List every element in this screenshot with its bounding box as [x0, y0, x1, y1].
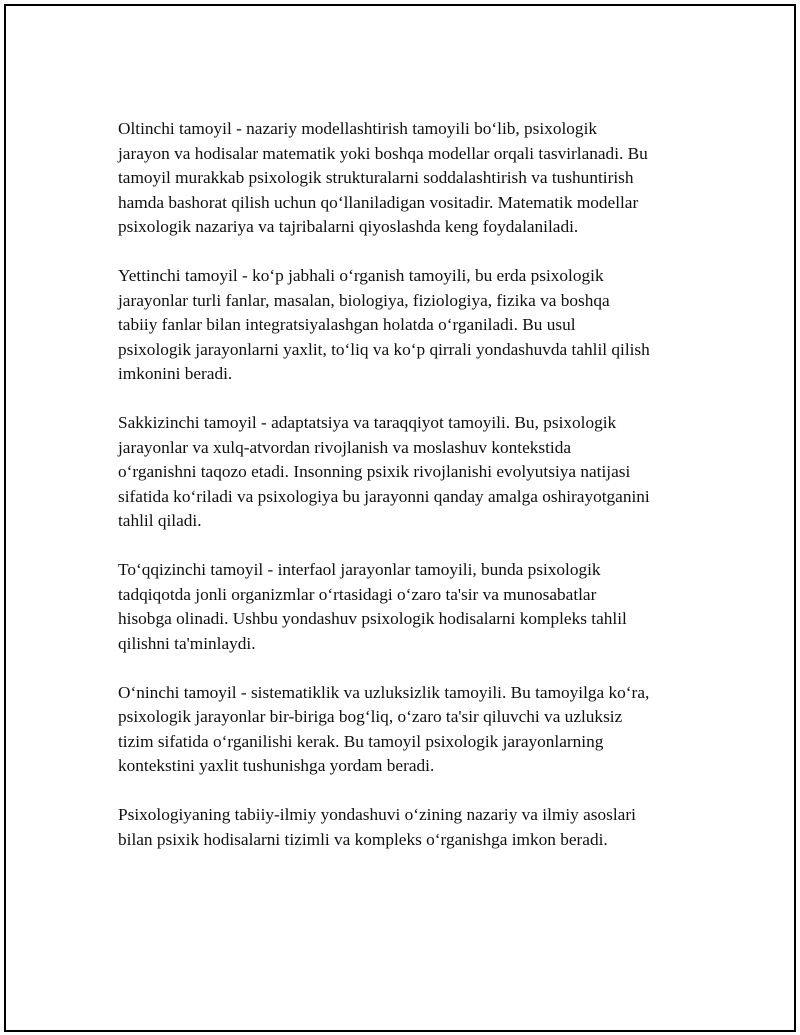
text-line: tadqiqotda jonli organizmlar o‘rtasidagi o‘zaro ta'sir va munosabatlar — [118, 584, 597, 604]
text-line: hamda bashorat qilish uchun qo‘llaniladigan vositadir. Matematik modellar — [118, 192, 639, 212]
text-line: To‘qqizinchi tamoyil - interfaol jarayonlar tamoyili, bunda psixologik — [118, 560, 601, 579]
text-line: jarayonlar turli fanlar, masalan, biologiya, fiziologiya, fizika va boshqa — [118, 290, 610, 310]
text-line: Psixologiyaning tabiiy-ilmiy yondashuvi o‘zining nazariy va ilmiy asoslari — [118, 805, 636, 824]
text-line: qilishni ta'minlaydi. — [118, 633, 256, 653]
text-line: tizim sifatida o‘rganilishi kerak. Bu tamoyil psixologik jarayonlarning — [118, 731, 604, 751]
text-line: psixologik jarayonlar bir-biriga bog‘liq, o‘zaro ta'sir qiluvchi va uzluksiz — [118, 707, 623, 726]
paragraph-sakkizinchi-tamoyil — [118, 411, 708, 534]
text-line: jarayon va hodisalar matematik yoki boshqa modellar orqali tasvirlanadi. Bu — [118, 143, 648, 163]
text-line: tamoyil murakkab psixologik strukturalarni soddalashtirish va tushuntirish — [118, 168, 634, 187]
paragraph-yettinchi-tamoyil — [118, 264, 708, 387]
text-line: bilan psixik hodisalarni tizimli va kompleks o‘rganishga imkon beradi. — [118, 829, 608, 849]
text-line: Yettinchi tamoyil - ko‘p jabhali o‘rganish tamoyili, bu erda psixologik — [118, 266, 604, 285]
text-line: O‘ninchi tamoyil - sistematiklik va uzluksizlik tamoyili. Bu tamoyilga ko‘ra, — [118, 682, 650, 702]
paragraph-toqqizinchi-tamoyil — [118, 558, 708, 656]
text-line: Oltinchi tamoyil - nazariy modellashtirish tamoyili bo‘lib, psixologik — [118, 119, 598, 138]
text-line: tahlil qiladi. — [118, 511, 202, 530]
text-line: o‘rganishni taqozo etadi. Insonning psixik rivojlanishi evolyutsiya natijasi — [118, 462, 631, 481]
text-line: psixologik jarayonlarni yaxlit, to‘liq va ko‘p qirrali yondashuvda tahlil qilish — [118, 339, 650, 359]
text-line: imkonini beradi. — [118, 364, 233, 383]
text-line: psixologik nazariya va tajribalarni qiyoslashda keng foydalaniladi. — [118, 217, 579, 236]
document-body — [118, 117, 708, 877]
paragraph-conclusion — [118, 803, 708, 852]
text-line: hisobga olinadi. Ushbu yondashuv psixologik hodisalarni kompleks tahlil — [118, 609, 627, 628]
text-line: sifatida ko‘riladi va psixologiya bu jarayonni qanday amalga oshirayotganini — [118, 486, 650, 506]
text-line: kontekstini yaxlit tushunishga yordam beradi. — [118, 756, 435, 775]
text-line: tabiiy fanlar bilan integratsiyalashgan holatda o‘rganiladi. Bu usul — [118, 315, 576, 334]
text-line: Sakkizinchi tamoyil - adaptatsiya va taraqqiyot tamoyili. Bu, psixologik — [118, 413, 617, 432]
text-line: jarayonlar va xulq-atvordan rivojlanish va moslashuv kontekstida — [118, 437, 572, 457]
paragraph-oltinchi-tamoyil — [118, 117, 708, 240]
paragraph-oninchi-tamoyil — [118, 681, 708, 779]
